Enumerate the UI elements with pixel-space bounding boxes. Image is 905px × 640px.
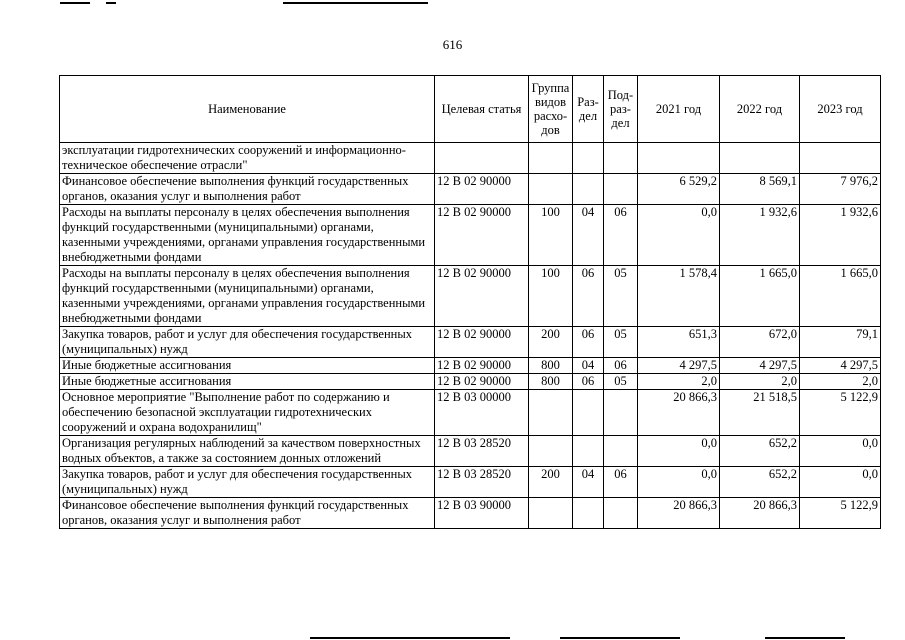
- table-header-row: [60, 76, 881, 143]
- cell-2023: 7 976,2: [800, 174, 881, 205]
- table-row: [60, 205, 881, 266]
- cell-2021: 6 529,2: [638, 174, 720, 205]
- cell-subsection: 05: [604, 266, 638, 327]
- cell-2023: 4 297,5: [800, 358, 881, 374]
- column-header-group: Группа видов расхо-дов: [529, 76, 573, 143]
- cell-subsection: 06: [604, 205, 638, 266]
- cell-name: Финансовое обеспечение выполнения функций государственных органов, оказания услуг и выполнения работ: [60, 174, 435, 205]
- cell-2021: 0,0: [638, 436, 720, 467]
- table-row: [60, 467, 881, 498]
- cell-subsection: [604, 436, 638, 467]
- cell-2022: 652,2: [720, 436, 800, 467]
- column-header-section: Раз-дел: [573, 76, 604, 143]
- cell-name: Иные бюджетные ассигнования: [60, 374, 435, 390]
- cell-2022: 2,0: [720, 374, 800, 390]
- cell-name: Закупка товаров, работ и услуг для обеспечения государственных (муниципальных) нужд: [60, 327, 435, 358]
- cell-section: 04: [573, 467, 604, 498]
- cell-2023: 0,0: [800, 467, 881, 498]
- cell-name: Финансовое обеспечение выполнения функций государственных органов, оказания услуг и выполнения работ: [60, 498, 435, 529]
- cell-target: [435, 143, 529, 174]
- column-header-2023: 2023 год: [800, 76, 881, 143]
- cell-2022: 4 297,5: [720, 358, 800, 374]
- column-header-subsection: Под-раз-дел: [604, 76, 638, 143]
- cell-section: 06: [573, 266, 604, 327]
- cell-section: [573, 498, 604, 529]
- cell-group: 800: [529, 374, 573, 390]
- column-header-2022: 2022 год: [720, 76, 800, 143]
- cell-name: Организация регулярных наблюдений за качеством поверхностных водных объектов, а также за состоянием донных отложений: [60, 436, 435, 467]
- cell-group: 100: [529, 205, 573, 266]
- cell-name: эксплуатации гидротехнических сооружений и информационно-техническое обеспечение отрасли": [60, 143, 435, 174]
- cell-2022: 672,0: [720, 327, 800, 358]
- table-row: [60, 358, 881, 374]
- table-row: [60, 436, 881, 467]
- cell-2023: [800, 143, 881, 174]
- scan-artifact-line: [310, 637, 510, 639]
- scan-artifact-line: [283, 2, 428, 4]
- cell-target: 12 В 03 28520: [435, 467, 529, 498]
- cell-section: 04: [573, 358, 604, 374]
- cell-subsection: 05: [604, 327, 638, 358]
- table-row: [60, 266, 881, 327]
- cell-target: 12 В 03 28520: [435, 436, 529, 467]
- cell-2023: 5 122,9: [800, 498, 881, 529]
- table-row: [60, 374, 881, 390]
- cell-target: 12 В 02 90000: [435, 327, 529, 358]
- scan-artifact-line: [765, 637, 845, 639]
- scan-artifact-line: [560, 637, 680, 639]
- cell-target: 12 В 02 90000: [435, 205, 529, 266]
- cell-name: Расходы на выплаты персоналу в целях обеспечения выполнения функций государственными (муниципальными) органами, казенными учреждениями, органами управления государственными внебюджетными фондами: [60, 205, 435, 266]
- cell-2023: 1 665,0: [800, 266, 881, 327]
- cell-section: [573, 174, 604, 205]
- cell-group: [529, 174, 573, 205]
- column-header-name: Наименование: [60, 76, 435, 143]
- cell-2023: 0,0: [800, 436, 881, 467]
- cell-2022: [720, 143, 800, 174]
- cell-group: 800: [529, 358, 573, 374]
- cell-target: 12 В 02 90000: [435, 358, 529, 374]
- cell-section: 04: [573, 205, 604, 266]
- column-header-2021: 2021 год: [638, 76, 720, 143]
- cell-target: 12 В 02 90000: [435, 266, 529, 327]
- cell-subsection: 05: [604, 374, 638, 390]
- cell-target: 12 В 02 90000: [435, 174, 529, 205]
- table-row: [60, 327, 881, 358]
- table-row: [60, 143, 881, 174]
- cell-subsection: 06: [604, 467, 638, 498]
- cell-group: [529, 143, 573, 174]
- table-row: [60, 498, 881, 529]
- cell-subsection: [604, 174, 638, 205]
- cell-2021: 20 866,3: [638, 390, 720, 436]
- cell-2023: 79,1: [800, 327, 881, 358]
- cell-2021: 1 578,4: [638, 266, 720, 327]
- cell-2021: 0,0: [638, 205, 720, 266]
- cell-section: [573, 390, 604, 436]
- cell-2022: 652,2: [720, 467, 800, 498]
- cell-section: [573, 436, 604, 467]
- cell-target: 12 В 03 00000: [435, 390, 529, 436]
- scan-artifact-line: [60, 2, 90, 4]
- cell-name: Основное мероприятие "Выполнение работ по содержанию и обеспечению безопасной эксплуатации гидротехнических сооружений и охрана водохранилищ": [60, 390, 435, 436]
- cell-2022: 8 569,1: [720, 174, 800, 205]
- cell-group: [529, 436, 573, 467]
- cell-subsection: [604, 390, 638, 436]
- cell-2021: 651,3: [638, 327, 720, 358]
- cell-section: 06: [573, 327, 604, 358]
- cell-2022: 20 866,3: [720, 498, 800, 529]
- cell-2021: 4 297,5: [638, 358, 720, 374]
- table-row: [60, 390, 881, 436]
- cell-subsection: [604, 143, 638, 174]
- cell-2021: 2,0: [638, 374, 720, 390]
- cell-subsection: [604, 498, 638, 529]
- cell-name: Закупка товаров, работ и услуг для обеспечения государственных (муниципальных) нужд: [60, 467, 435, 498]
- cell-section: 06: [573, 374, 604, 390]
- budget-table: [59, 75, 881, 529]
- cell-name: Иные бюджетные ассигнования: [60, 358, 435, 374]
- cell-group: 200: [529, 327, 573, 358]
- cell-target: 12 В 02 90000: [435, 374, 529, 390]
- cell-group: [529, 390, 573, 436]
- column-header-target: Целевая статья: [435, 76, 529, 143]
- cell-2021: 20 866,3: [638, 498, 720, 529]
- cell-2021: [638, 143, 720, 174]
- cell-target: 12 В 03 90000: [435, 498, 529, 529]
- cell-group: [529, 498, 573, 529]
- cell-name: Расходы на выплаты персоналу в целях обеспечения выполнения функций государственными (муниципальными) органами, казенными учреждениями, органами управления государственными внебюджетными фондами: [60, 266, 435, 327]
- cell-2023: 5 122,9: [800, 390, 881, 436]
- cell-2023: 1 932,6: [800, 205, 881, 266]
- cell-group: 200: [529, 467, 573, 498]
- scan-artifact-line: [106, 2, 116, 4]
- table-row: [60, 174, 881, 205]
- cell-2021: 0,0: [638, 467, 720, 498]
- cell-group: 100: [529, 266, 573, 327]
- cell-section: [573, 143, 604, 174]
- page-number: 616: [442, 37, 463, 52]
- cell-2022: 1 665,0: [720, 266, 800, 327]
- cell-subsection: 06: [604, 358, 638, 374]
- cell-2023: 2,0: [800, 374, 881, 390]
- cell-2022: 1 932,6: [720, 205, 800, 266]
- cell-2022: 21 518,5: [720, 390, 800, 436]
